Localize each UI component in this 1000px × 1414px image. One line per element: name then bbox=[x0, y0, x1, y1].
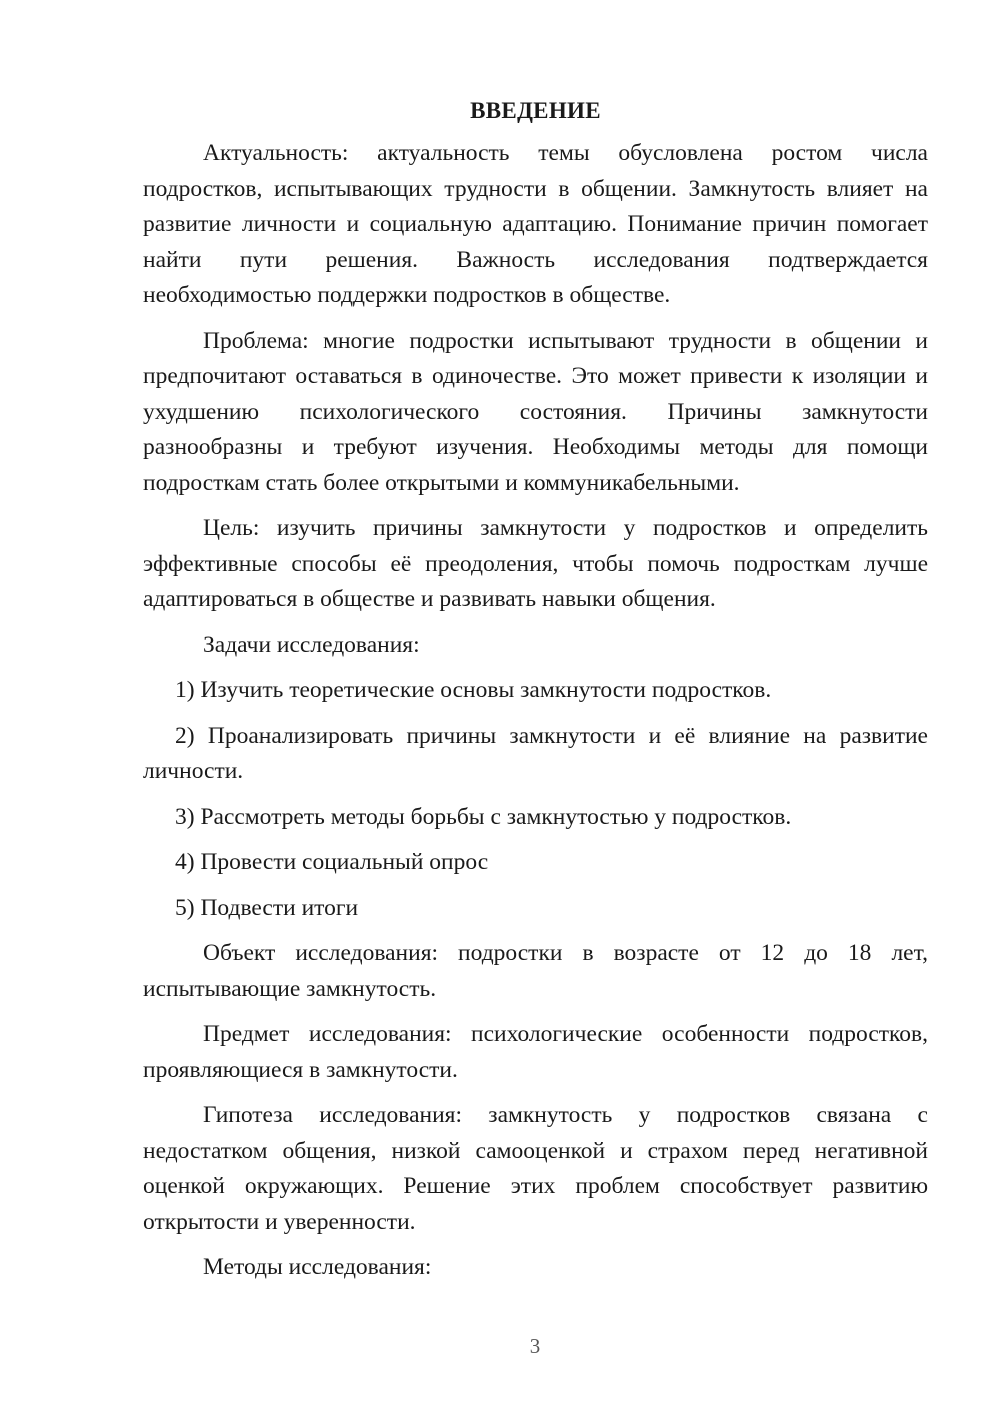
page-number: 3 bbox=[529, 1334, 541, 1358]
paragraph-problem: Проблема: многие подростки испытывают трудности в общении и предпочитают оставаться в одиночестве. Это может привести к изоляции и ухудшению психологического состояния. Причины замкнутости разнообразны и требуют изучения. Необходимы методы для помощи подросткам стать более открытыми и коммуникабельными. bbox=[143, 327, 928, 496]
task-item-5: 5) Подвести итоги bbox=[175, 894, 359, 921]
task-item-2: 2) Проанализировать причины замкнутости и её влияние на развитие личности. bbox=[143, 722, 928, 784]
task-item-4: 4) Провести социальный опрос bbox=[175, 849, 489, 875]
task-item-3: 3) Рассмотреть методы борьбы с замкнутостью у подростков. bbox=[175, 803, 792, 830]
paragraph-hypothesis: Гипотеза исследования: замкнутость у подростков связана с недостатком общения, низкой самооценкой и страхом перед негативной оценкой окружающих. Решение этих проблем способствует развитию открытости и уверенности. bbox=[143, 1102, 928, 1235]
paragraph-relevance: Актуальность: актуальность темы обусловлена ростом числа подростков, испытывающих трудности в общении. Замкнутость влияет на развитие личности и социальную адаптацию. Понимание причин помогает найти пути решения. Важность исследования подтверждается необходимостью поддержки подростков в обществе. bbox=[143, 140, 928, 308]
page-content bbox=[143, 93, 928, 1296]
paragraph-tasks-title: Задачи исследования: bbox=[203, 631, 420, 658]
task-item-1: 1) Изучить теоретические основы замкнутости подростков. bbox=[175, 677, 772, 703]
paragraph-methods-title: Методы исследования: bbox=[203, 1254, 432, 1280]
section-heading: ВВЕДЕНИЕ bbox=[470, 98, 601, 123]
paragraph-goal: Цель: изучить причины замкнутости у подростков и определить эффективные способы её преодоления, чтобы помочь подросткам лучше адаптироваться в обществе и развивать навыки общения. bbox=[143, 515, 928, 612]
paragraph-subject: Предмет исследования: психологические особенности подростков, проявляющиеся в замкнутости. bbox=[143, 1021, 928, 1083]
paragraph-object: Объект исследования: подростки в возрасте от 12 до 18 лет, испытывающие замкнутость. bbox=[143, 940, 928, 1002]
